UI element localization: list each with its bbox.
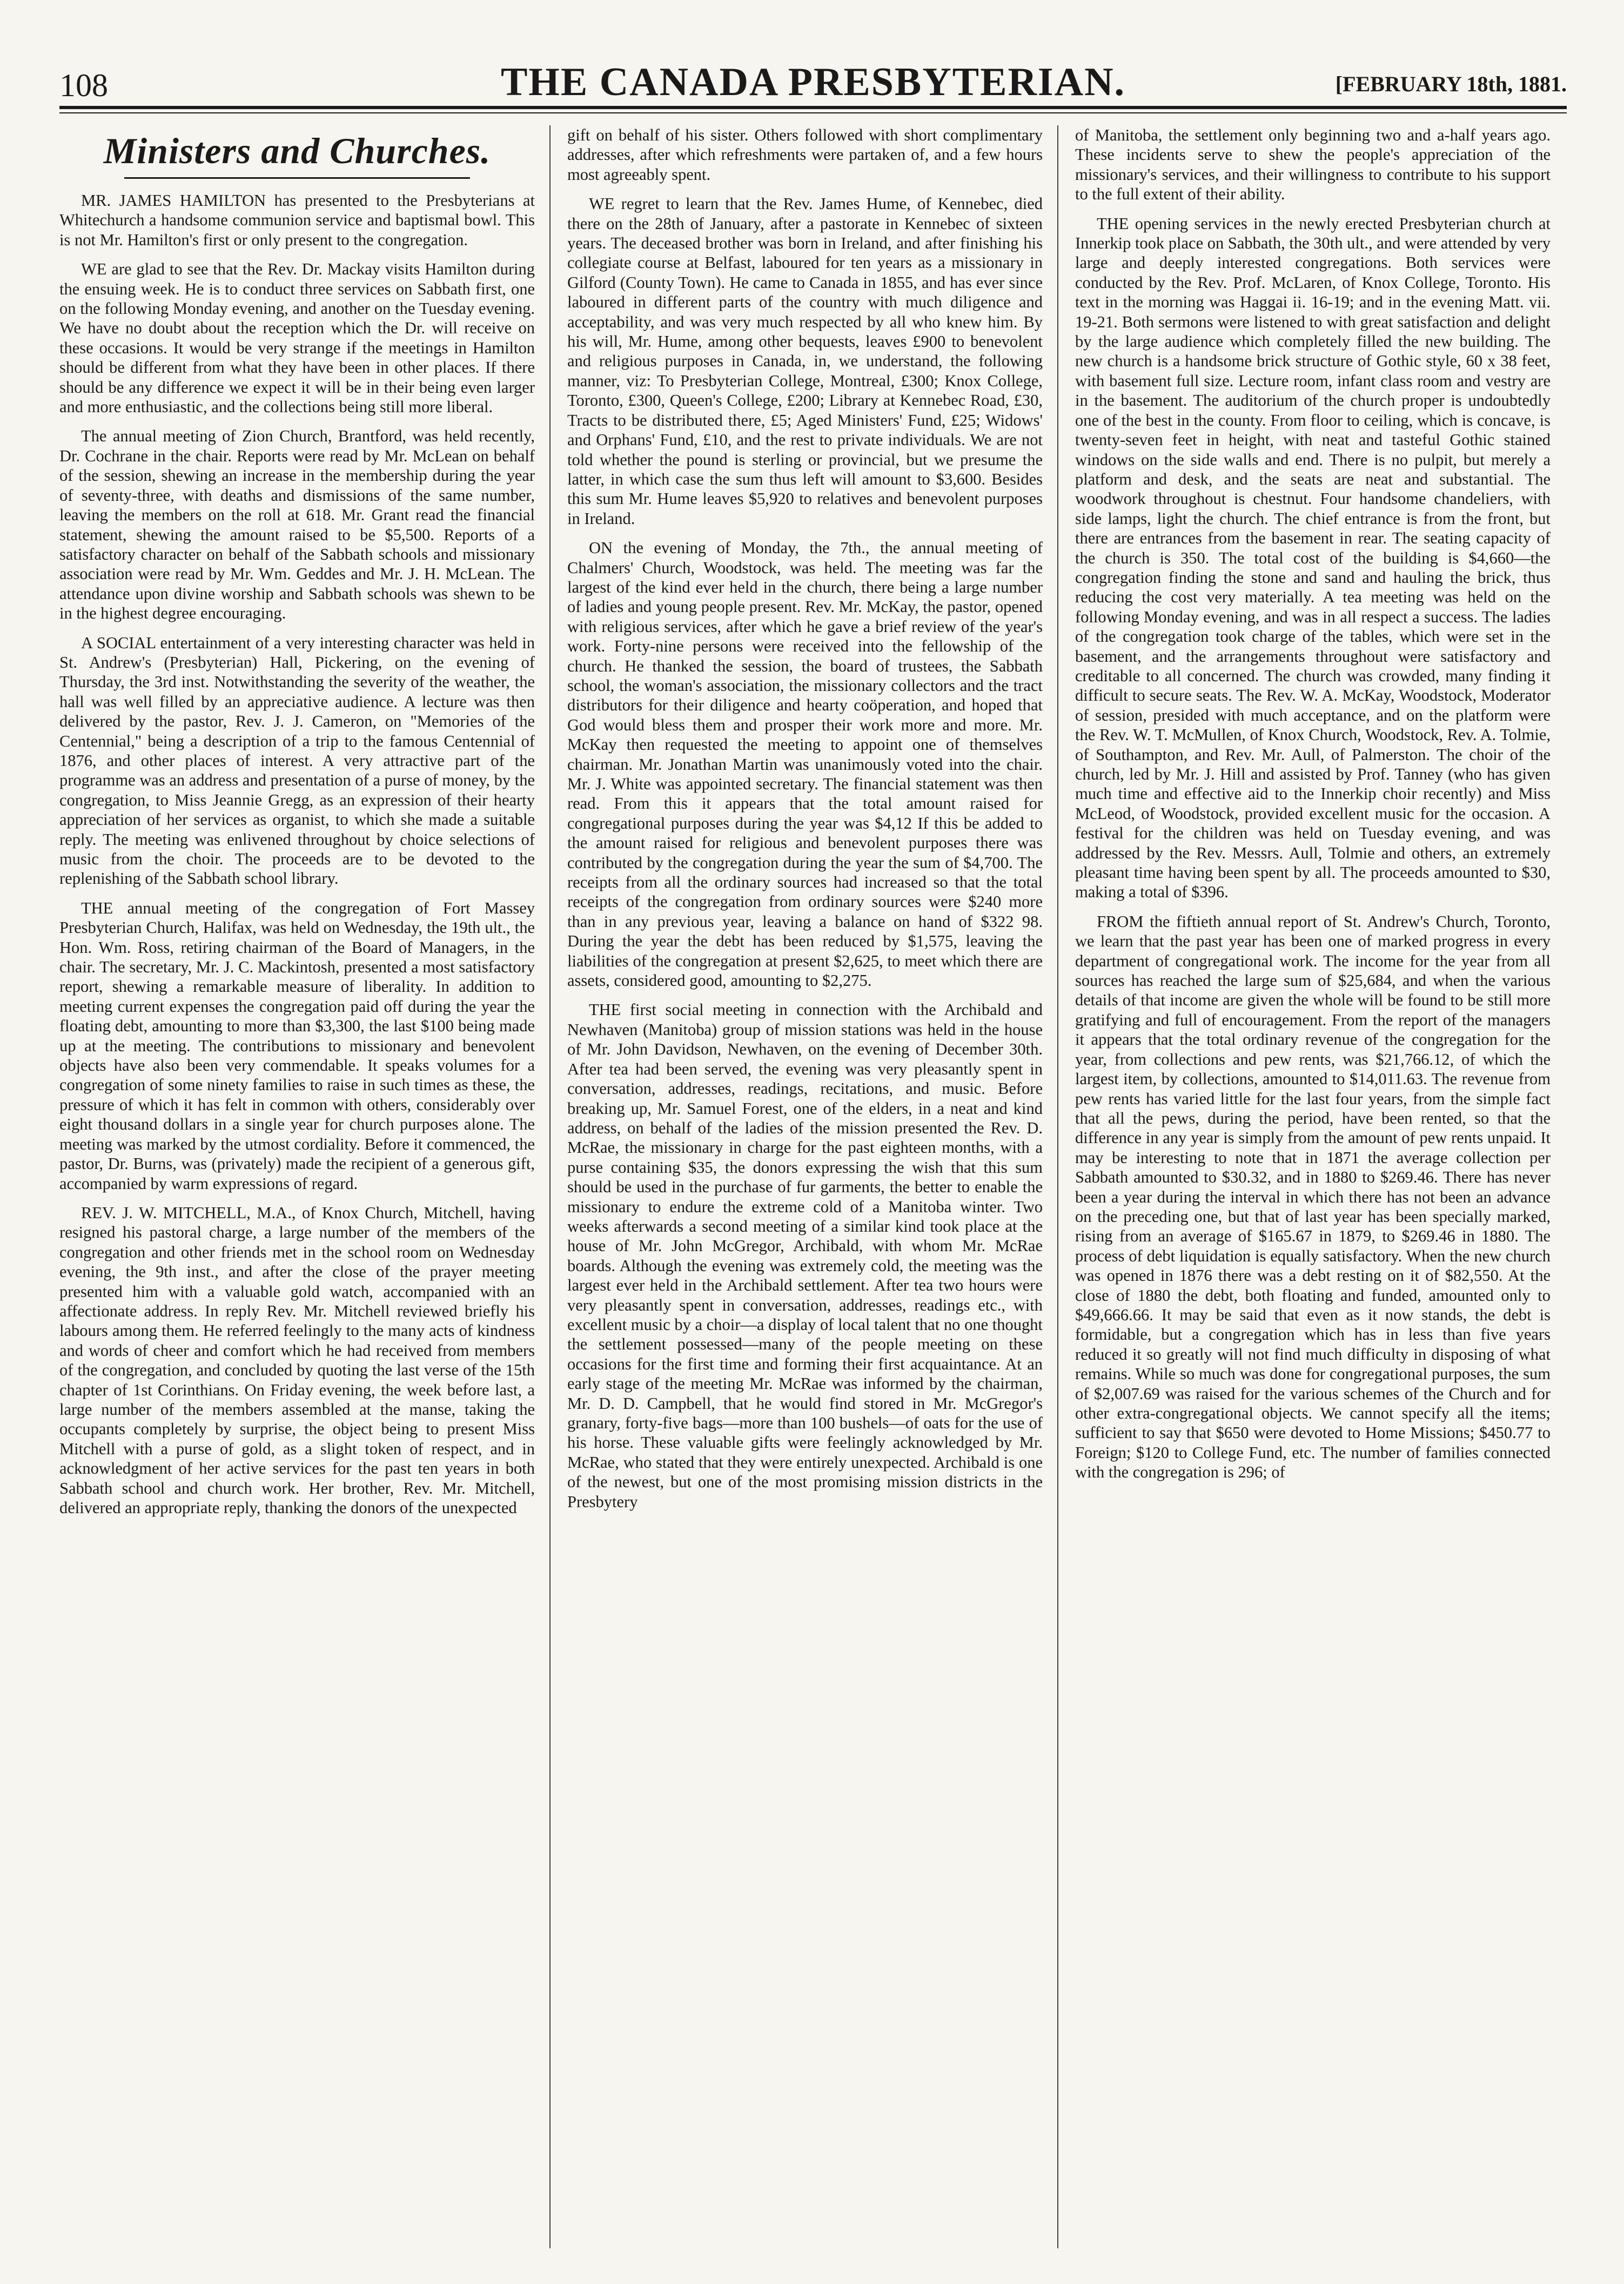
header-rule [59, 106, 1567, 109]
article-paragraph: ON the evening of Monday, the 7th., the annual meeting of Chalmers' Church, Woodstock, was held. The meeting was far the largest of the kind ever held in the church, there being a large number of ladies and young people present. Rev. Mr. McKay, the pastor, opened with religious services, after which he gave a brief review of the year's work. Forty-nine persons were received into the fellowship of the church. He thanked the session, the board of trustees, the Sabbath school, the woman's association, the missionary collectors and the tract distributors for their diligence and hearty coöperation, and hoped that God would bless them and prosper their work more and more. Mr. McKay then requested the meeting to appoint one of themselves chairman. Mr. Jonathan Martin was unanimously voted into the chair. Mr. J. White was appointed secretary. The financial statement was then read. From this it appears that the total amount raised for congregational purposes during the year was $4,12 If this be added to the amount raised for religious and benevolent purposes there was contributed by the congregation during the year the sum of $4,700. The receipts from all the ordinary sources had increased so that the total receipts of the congregation from ordinary sources were $240 more than in any previous year, leaving a balance on hand of $322 98. During the year the debt has been reduced by $1,575, leaving the liabilities of the congregation at present $2,625, to meet which there are assets, considered good, amounting to $2,275. [567, 539, 1043, 990]
section-heading-text: Ministers and Churches. [103, 130, 491, 171]
column-divider [1057, 125, 1058, 2248]
article-paragraph: WE are glad to see that the Rev. Dr. Mackay visits Hamilton during the ensuing week. He is to conduct three services on Sabbath first, one on the following Monday evening, and another on the Tuesday evening. We have no doubt about the reception which the Dr. will receive on these occasions. It would be very strange if the meetings in Hamilton should be different from what they have been in other places. If there should be any difference we expect it will be in their being even larger and more enthusiastic, and the collections being still more liberal. [59, 260, 535, 417]
section-heading [59, 129, 535, 179]
header-rule-thin [59, 112, 1567, 113]
article-paragraph: gift on behalf of his sister. Others followed with short complimentary addresses, after which refreshments were partaken of, and a few hours most agreeably spent. [567, 126, 1043, 184]
article-paragraph: FROM the fiftieth annual report of St. Andrew's Church, Toronto, we learn that the past year has been one of marked progress in every department of congregational work. The income for the year from all sources has reached the large sum of $25,684, and when the various details of that income are given the whole will be found to be still more gratifying and full of encouragement. From the report of the managers it appears that the total ordinary revenue of the congregation for the year, from collections and pew rents, was $21,766.12, of which the largest item, by collections, amounted to $14,011.63. The revenue from pew rents has varied little for the last four years, from the simple fact that all the pews, during the period, have been rented, so that the difference in any year is simply from the amount of pew rents unpaid. It may be interesting to note that in 1871 the average collection per Sabbath amounted to $30.32, and in 1880 to $269.46. There has never been a year during the interval in which there has not been an advance on the preceding one, but that of last year has been specially marked, rising from an average of $165.67 in 1879, to $269.46 in 1880. The process of debt liquidation is equally satisfactory. When the new church was opened in 1876 there was a debt resting on it of $82,550. At the close of 1880 the debt, both floating and funded, amounted only to $49,666.66. It may be said that even as it now stands, the debt is formidable, but a congregation which has in less than five years reduced it so greatly will not find much difficulty in disposing of what remains. While so much was done for congregational purposes, the sum of $2,007.69 was raised for the various schemes of the Church and for other extra-congregational objects. We cannot specify all the items; sufficient to say that $650 were devoted to Home Missions; $450.77 to Foreign; $120 to College Fund, etc. The number of families connected with the congregation is 296; of [1075, 912, 1551, 1482]
masthead-title: THE CANADA PRESBYTERIAN. [500, 60, 1126, 104]
column-2 [567, 125, 1043, 2248]
article-paragraph: THE annual meeting of the congregation of Fort Massey Presbyterian Church, Halifax, was held on Wednesday, the 19th ult., the Hon. Wm. Ross, retiring chairman of the Board of Managers, in the chair. The secretary, Mr. J. C. Mackintosh, presented a most satisfactory report, shewing a remarkable measure of liberality. In addition to meeting current expenses the congregation paid off during the year the floating debt, amounting to more than $3,300, the last $100 being made up at the meeting. The contributions to missionary and benevolent objects have also been very commendable. It speaks volumes for a congregation of some ninety families to raise in such times as these, the pressure of which it has felt in common with others, considerably over eight thousand dollars in a single year for church purposes alone. The meeting was marked by the utmost cordiality. Before it commenced, the pastor, Dr. Burns, was (privately) made the recipient of a generous gift, accompanied by warm expressions of regard. [59, 898, 535, 1193]
section-heading-rule [124, 177, 470, 179]
article-paragraph: THE opening services in the newly erected Presbyterian church at Innerkip took place on Sabbath, the 30th ult., and were attended by very large and deeply interested congregations. Both services were conducted by the Rev. Prof. McLaren, of Knox College, Toronto. His text in the morning was Haggai ii. 16-19; and in the evening Matt. vii. 19-21. Both sermons were listened to with great satisfaction and delight by the large audience which completely filled the new building. The new church is a handsome brick structure of Gothic style, 60 x 38 feet, with basement full size. Lecture room, infant class room and vestry are in the basement. The auditorium of the church proper is undoubtedly one of the best in the county. From floor to ceiling, which is concave, is twenty-seven feet in height, with neat and tasteful Gothic stained windows on the side walls and end. There is no pulpit, but merely a platform and desk, and the seats are neat and substantial. The woodwork throughout is chestnut. Four handsome chandeliers, with side lamps, light the church. The chief entrance is from the front, but there are entrances from the basement in rear. The seating capacity of the church is 350. The total cost of the building is $4,660—the congregation finding the stone and sand and hauling the brick, thus reducing the cost very materially. A tea meeting was held on the following Monday evening, and was in all respect a success. The ladies of the congregation took charge of the tables, which were set in the basement, and the arrangements throughout were satisfactory and creditable to all concerned. The church was crowded, many finding it difficult to secure seats. The Rev. W. A. McKay, Woodstock, Moderator of session, presided with much acceptance, and on the platform were the Rev. W. T. McMullen, of Knox Church, Woodstock, Rev. A. Tolmie, of Southampton, and Rev. Mr. Aull, of Palmerston. The choir of the church, led by Mr. J. Hill and assisted by Prof. Tanney (who has given much time and effective aid to the Innerkip choir recently) and Miss McLeod, of Woodstock, provided excellent music for the occasion. A festival for the children was held on Tuesday evening, and was addressed by the Rev. Messrs. Aull, Tolmie and others, an extremely pleasant time having been spent by all. The proceeds amounted to $30, making a total of $396. [1075, 214, 1551, 902]
page-header [59, 59, 1567, 103]
article-paragraph: REV. J. W. MITCHELL, M.A., of Knox Church, Mitchell, having resigned his pastoral charge, a large number of the members of the congregation and other friends met in the school room on Wednesday evening, the 9th inst., and after the close of the prayer meeting presented him with a valuable gold watch, accompanied with an affectionate address. In reply Rev. Mr. Mitchell reviewed briefly his labours among them. He referred feelingly to the many acts of kindness and words of cheer and comfort which he had received from members of the congregation, and concluded by quoting the last verse of the 15th chapter of 1st Corinthians. On Friday evening, the week before last, a large number of the members assembled at the manse, taking the occupants completely by surprise, the object being to present Miss Mitchell with a purse of gold, as a slight token of respect, and in acknowledgment of her active services for the past ten years in both Sabbath school and church work. Her brother, Rev. Mr. Mitchell, delivered an appropriate reply, thanking the donors of the unexpected [59, 1203, 535, 1517]
column-divider [549, 125, 551, 2248]
article-paragraph: A SOCIAL entertainment of a very interesting character was held in St. Andrew's (Presbyterian) Hall, Pickering, on the evening of Thursday, the 3rd inst. Notwithstanding the severity of the weather, the hall was well filled by an appreciative audience. A lecture was then delivered by the pastor, Rev. J. J. Cameron, on "Memories of the Centennial," being a description of a trip to the famous Centennial of 1876, and other places of interest. A very attractive part of the programme was an address and presentation of a purse of money, by the congregation, to Miss Jeannie Gregg, as an expression of their hearty appreciation of her services as organist, to which she made a suitable reply. The meeting was enlivened throughout by choice selections of music from the choir. The proceeds are to be devoted to the replenishing of the Sabbath school library. [59, 633, 535, 888]
page-number: 108 [59, 68, 108, 103]
article-paragraph: The annual meeting of Zion Church, Brantford, was held recently, Dr. Cochrane in the chair. Reports were read by Mr. McLean on behalf of the session, shewing an increase in the membership during the year of seventy-three, with deaths and dismissions of the same number, leaving the members on the roll at 618. Mr. Grant read the financial statement, shewing the amount raised to be $5,500. Reports of a satisfactory character on behalf of the Sabbath schools and missionary association were read by Mr. Wm. Geddes and Mr. J. H. McLean. The attendance upon divine worship and Sabbath schools was shewn to be in the highest degree encouraging. [59, 427, 535, 623]
column-1 [59, 125, 535, 2248]
article-paragraph: MR. JAMES HAMILTON has presented to the Presbyterians at Whitechurch a handsome communion service and baptismal bowl. This is not Mr. Hamilton's first or only present to the congregation. [59, 191, 535, 249]
article-paragraph: of Manitoba, the settlement only beginning two and a-half years ago. These incidents serve to shew the people's appreciation of the missionary's services, and their willingness to contribute to his support to the full extent of their ability. [1075, 126, 1551, 204]
issue-date: [FEBRUARY 18th, 1881. [1335, 72, 1567, 96]
article-paragraph: THE first social meeting in connection with the Archibald and Newhaven (Manitoba) group of mission stations was held in the house of Mr. John Davidson, Newhaven, on the evening of December 30th. After tea had been served, the evening was very pleasantly spent in conversation, addresses, readings, recitations, and music. Before breaking up, Mr. Samuel Forest, one of the elders, in a neat and kind address, on behalf of the ladies of the mission presented the Rev. D. McRae, the missionary in charge for the past eighteen months, with a purse containing $35, the donors expressing the wish that this sum should be used in the purchase of fur garments, the better to enable the missionary to endure the extreme cold of a Manitoba winter. Two weeks afterwards a second meeting of a similar kind took place at the house of Mr. John McGregor, Archibald, with whom Mr. McRae boards. Although the evening was extremely cold, the meeting was the largest ever held in the Archibald settlement. After tea two hours were very pleasantly spent in conversation, addresses, readings etc., with excellent music by a choir—a display of local talent that no one thought the settlement possessed—many of the people meeting on these occasions for the first time and forming their first acquaintance. At an early stage of the meeting Mr. McRae was informed by the chairman, Mr. D. D. Campbell, that he would find stored in Mr. McGregor's granary, forty-five bags—more than 100 bushels—of oats for the use of his horse. These valuable gifts were feelingly acknowledged by Mr. McRae, who stated that they were entirely unexpected. Archibald is one of the newest, but one of the most promising mission districts in the Presbytery [567, 1000, 1043, 1511]
column-3 [1075, 125, 1551, 2248]
article-paragraph: WE regret to learn that the Rev. James Hume, of Kennebec, died there on the 28th of January, after a pastorate in Kennebec of sixteen years. The deceased brother was born in Ireland, and after finishing his collegiate course at Belfast, laboured for ten years as a missionary in Gilford (County Town). He came to Canada in 1855, and has ever since laboured in different parts of the country with much diligence and acceptability, and was very much respected by all who knew him. By his will, Mr. Hume, among other bequests, leaves £900 to benevolent and religious purposes in Canada, in, we understand, the following manner, viz: To Presbyterian College, Montreal, £300; Knox College, Toronto, £300, Queen's College, £200; Library at Kennebec Road, £30, Tracts to be distributed there, £5; Aged Ministers' Fund, £25; Widows' and Orphans' Fund, £10, and the rest to private individuals. We are not told whether the pound is sterling or provincial, but we presume the latter, in which case the sum thus left will amount to $3,600. Besides this sum Mr. Hume leaves $5,920 to relatives and benevolent purposes in Ireland. [567, 194, 1043, 528]
